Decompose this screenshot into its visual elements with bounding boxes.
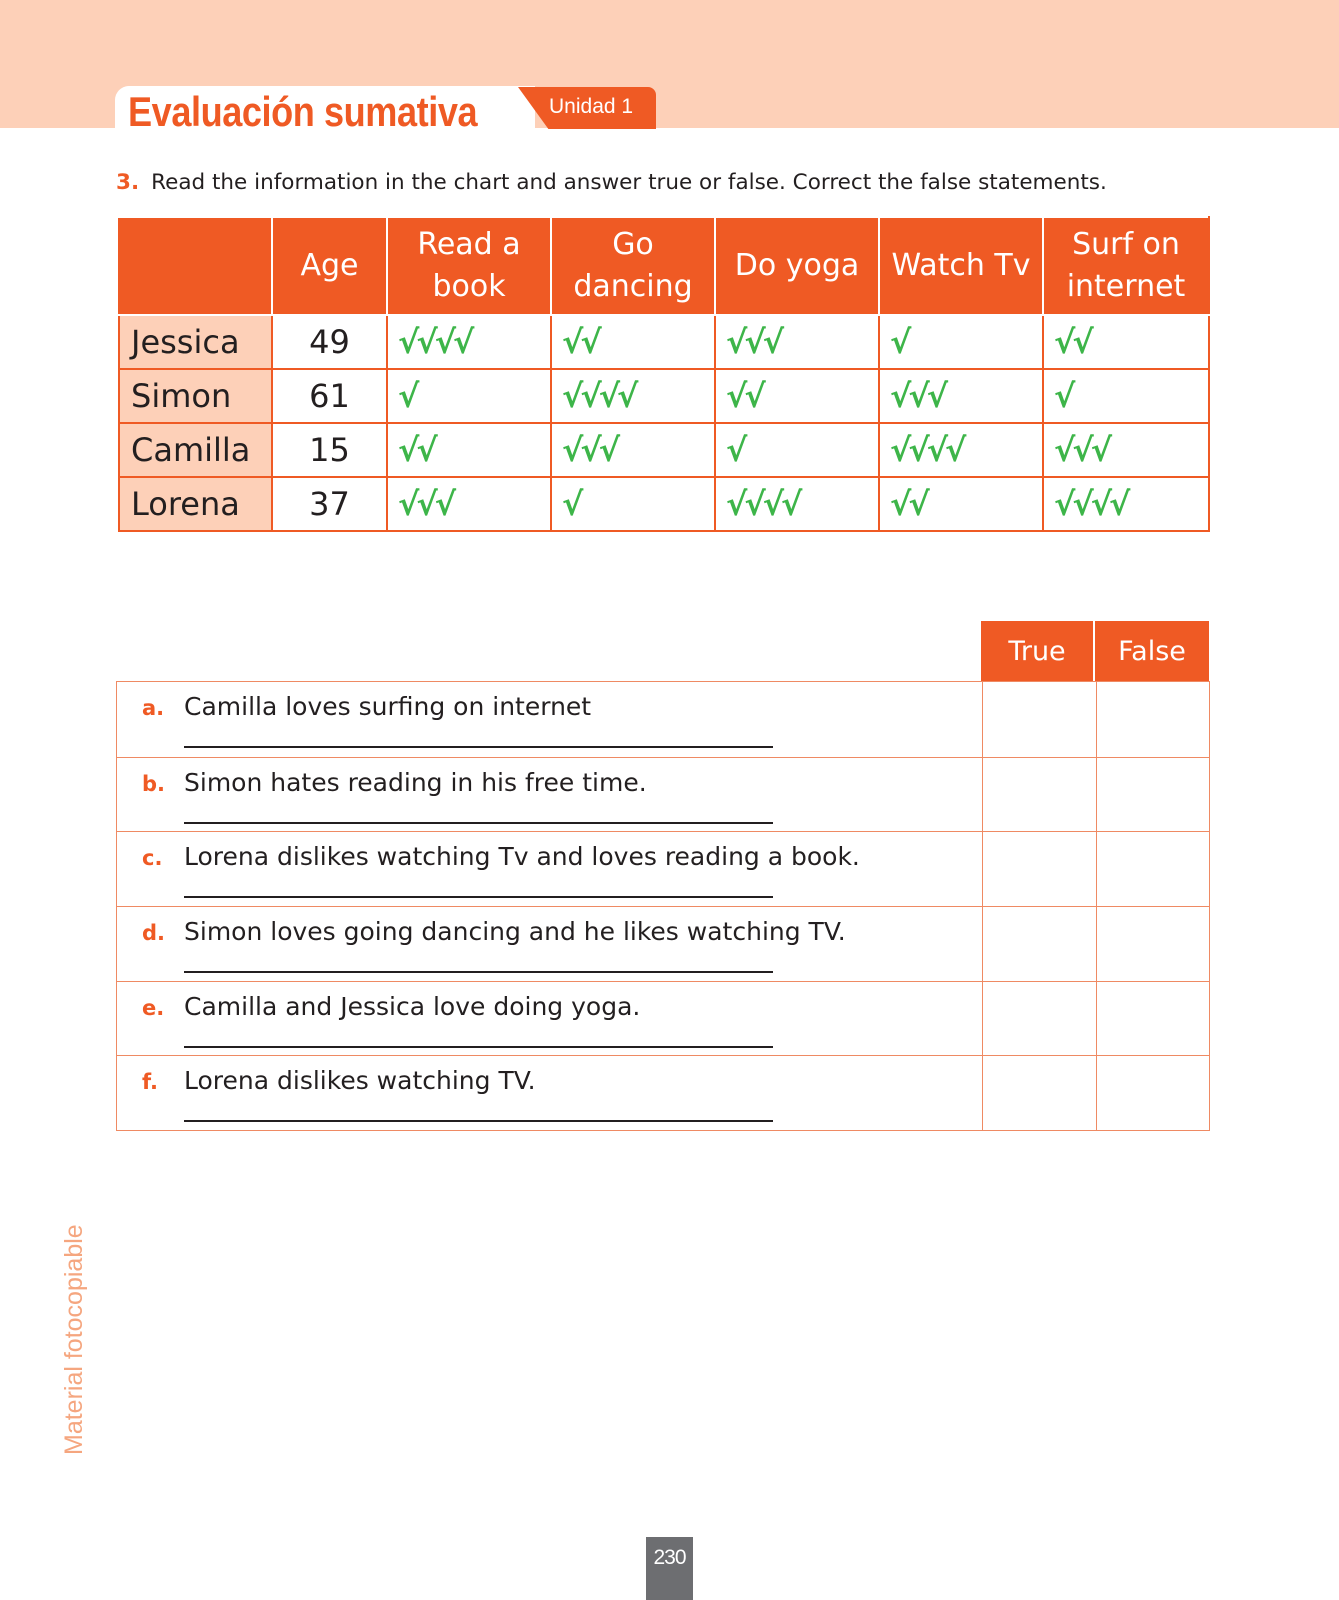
side-label: Material fotocopiable	[60, 1224, 88, 1455]
statement-letter: c.	[142, 846, 163, 871]
chart-row	[119, 477, 1209, 531]
statement-row	[117, 1055, 1209, 1130]
chart-header-read-a-book: Read a book	[387, 217, 551, 315]
true-answer-cell[interactable]	[982, 758, 983, 832]
false-answer-cell[interactable]	[1096, 907, 1097, 981]
false-answer-cell[interactable]	[1096, 682, 1097, 757]
answer-line[interactable]	[184, 746, 773, 748]
statement-row	[117, 906, 1209, 981]
statement-row	[117, 831, 1209, 906]
chart-header-watch-tv: Watch Tv	[879, 217, 1043, 315]
instruction-text: Read the information in the chart and answer true or false. Correct the false statements.	[151, 170, 1107, 195]
person-age: 37	[272, 477, 387, 531]
statement-text: Camilla and Jessica love doing yoga.	[184, 991, 641, 1021]
chart-header-age: Age	[272, 217, 387, 315]
person-name: Jessica	[119, 315, 272, 369]
person-name: Camilla	[119, 423, 272, 477]
check-marks: √√√	[715, 315, 879, 369]
chart-header-name	[119, 217, 272, 315]
check-marks: √√√	[387, 477, 551, 531]
check-marks: √√√√	[715, 477, 879, 531]
true-answer-cell[interactable]	[982, 982, 983, 1056]
statement-letter: d.	[142, 921, 166, 946]
chart-header-row	[119, 217, 1209, 315]
check-marks: √√	[1043, 315, 1209, 369]
answer-line[interactable]	[184, 822, 773, 824]
check-marks: √	[1043, 369, 1209, 423]
statement-row	[117, 757, 1209, 832]
statement-text: Simon loves going dancing and he likes watching TV.	[184, 917, 846, 947]
true-answer-cell[interactable]	[982, 682, 983, 757]
answer-line[interactable]	[184, 896, 773, 898]
check-marks: √√√√	[879, 423, 1043, 477]
check-marks: √√√	[1043, 423, 1209, 477]
true-answer-cell[interactable]	[982, 832, 983, 906]
true-column-header: True	[981, 621, 1095, 682]
check-marks: √	[715, 423, 879, 477]
check-marks: √√√√	[387, 315, 551, 369]
statement-text: Simon hates reading in his free time.	[184, 767, 647, 797]
check-marks: √√	[551, 315, 715, 369]
statement-text: Camilla loves surfing on internet	[184, 692, 592, 721]
chart-row	[119, 423, 1209, 477]
chart-header-go-dancing: Go dancing	[551, 217, 715, 315]
chart-header-do-yoga: Do yoga	[715, 217, 879, 315]
statement-letter: e.	[142, 995, 165, 1020]
statement-row	[117, 682, 1209, 757]
statement-letter: a.	[142, 696, 165, 720]
check-marks: √√√√	[1043, 477, 1209, 531]
check-marks: √√	[387, 423, 551, 477]
check-marks: √√√√	[551, 369, 715, 423]
statement-row	[117, 981, 1209, 1056]
check-marks: √√	[879, 477, 1043, 531]
true-answer-cell[interactable]	[982, 1056, 983, 1130]
statement-letter: f.	[142, 1070, 158, 1095]
statement-text: Lorena dislikes watching Tv and loves reading a book.	[184, 842, 860, 872]
chart-header-surf-on-internet: Surf on internet	[1043, 217, 1209, 315]
check-marks: √√	[715, 369, 879, 423]
false-answer-cell[interactable]	[1096, 832, 1097, 906]
person-name: Simon	[119, 369, 272, 423]
chart-row	[119, 315, 1209, 369]
chart-row	[119, 369, 1209, 423]
true-false-table	[116, 681, 1210, 1131]
false-answer-cell[interactable]	[1096, 758, 1097, 832]
page-title: Evaluación sumativa	[128, 88, 478, 135]
check-marks: √	[387, 369, 551, 423]
person-age: 15	[272, 423, 387, 477]
exercise-instruction	[116, 170, 1107, 195]
person-name: Lorena	[119, 477, 272, 531]
answer-line[interactable]	[184, 1120, 773, 1122]
false-answer-cell[interactable]	[1096, 982, 1097, 1056]
statement-text: Lorena dislikes watching TV.	[184, 1066, 536, 1096]
false-column-header: False	[1095, 621, 1209, 682]
true-answer-cell[interactable]	[982, 907, 983, 981]
person-age: 61	[272, 369, 387, 423]
check-marks: √√√	[551, 423, 715, 477]
person-age: 49	[272, 315, 387, 369]
check-marks: √	[551, 477, 715, 531]
check-marks: √	[879, 315, 1043, 369]
answer-line[interactable]	[184, 1046, 773, 1048]
page-number: 230	[653, 1546, 686, 1569]
exercise-number: 3.	[116, 170, 140, 195]
unit-label: Unidad 1	[549, 95, 634, 118]
answer-line[interactable]	[184, 971, 773, 973]
check-marks: √√√	[879, 369, 1043, 423]
activity-chart	[118, 216, 1210, 532]
statement-letter: b.	[142, 771, 166, 796]
false-answer-cell[interactable]	[1096, 1056, 1097, 1130]
